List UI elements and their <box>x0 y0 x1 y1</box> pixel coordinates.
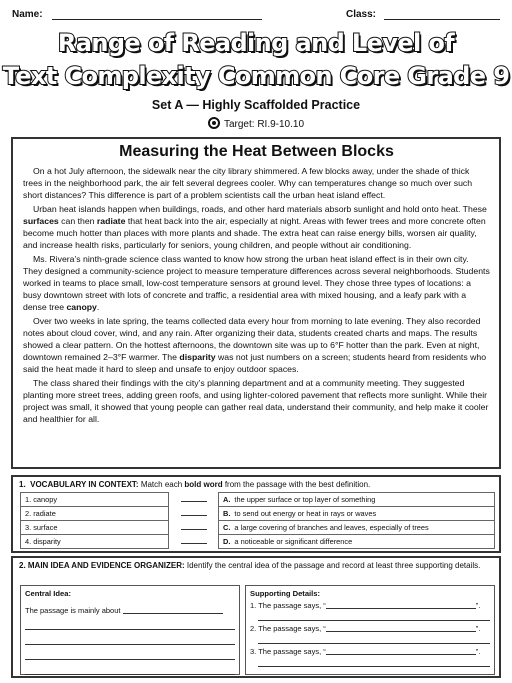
organizer-instruction: Identify the central idea of the passage and record at least three supporting details. <box>184 561 481 570</box>
vocab-word: 2. radiate <box>21 507 169 521</box>
detail-answer-line[interactable] <box>326 608 476 609</box>
vocab-title: VOCABULARY IN CONTEXT: <box>30 480 139 489</box>
answer-line[interactable] <box>25 648 235 660</box>
central-idea-box <box>20 585 240 675</box>
vocab-word: 3. surface <box>21 521 169 535</box>
target-standard <box>0 117 512 130</box>
answer-line[interactable] <box>25 633 235 645</box>
name-label: Name: <box>12 9 43 20</box>
organizer-heading <box>19 561 493 571</box>
subtitle: Set A — Highly Scaffolded Practice <box>151 98 361 112</box>
vocab-row <box>21 521 495 535</box>
worksheet-title-line-2: Text Complexity Common Core Grade 9 <box>2 62 510 90</box>
detail-extra-line[interactable] <box>258 610 490 621</box>
vocab-term: canopy <box>66 302 97 312</box>
vocab-row <box>21 507 495 521</box>
vocab-number: 1. <box>19 480 26 489</box>
vocab-instr-bold: bold word <box>184 480 223 489</box>
central-idea-answer-line[interactable] <box>123 613 223 614</box>
worksheet-title-line-1: Range of Reading and Level of <box>57 29 455 57</box>
vocab-definition: D. a noticeable or significant difference <box>219 535 495 549</box>
passage-paragraph: Over two weeks in late spring, the teams collected data every hour from morning to late evening. They also recorded notes about cloud cover, wind, and any rain. After organizing their data, students created charts and maps. The results showed a clear pattern. On the hottest afternoons, the downtown site was up to 6°F hotter than the park. Even at night, downtown remained 2–3°F warmer. The disparity was not just numbers on a screen; students heard from residents who said the heat made it hard to sleep and unsafe to enjoy outdoor spaces. <box>23 316 487 374</box>
class-field-line[interactable] <box>384 19 500 20</box>
name-field-line[interactable] <box>52 19 262 20</box>
central-idea-prompt: The passage is mainly about <box>25 606 121 615</box>
vocab-word: 1. canopy <box>21 493 169 507</box>
passage-paragraph: Ms. Rivera’s ninth-grade science class wanted to know how strong the urban heat island effect is in their own city. They designed a community-science project to measure temperature differences across several neighborhoods. Students worked in teams to place small, low-cost temperature sensors at ground level. They chose three types of locations: a busy downtown street with lots of concrete and traffic, a residential area with mixed housing, and a leafy park with a dense tree canopy. <box>23 254 490 312</box>
organizer-title: 2. MAIN IDEA AND EVIDENCE ORGANIZER: <box>19 561 185 570</box>
vocab-word: 4. disparity <box>21 535 169 549</box>
supporting-detail-item <box>250 647 490 667</box>
vocab-term: surfaces <box>23 216 59 226</box>
supporting-details-title: Supporting Details: <box>250 589 321 598</box>
answer-line[interactable] <box>25 663 235 675</box>
vocabulary-section <box>11 475 501 553</box>
vocabulary-heading <box>19 480 493 489</box>
detail-answer-line[interactable] <box>326 654 476 655</box>
vocab-term: radiate <box>96 216 126 226</box>
vocab-answer-blank[interactable] <box>169 521 219 535</box>
vocab-row <box>21 493 495 507</box>
detail-extra-line[interactable] <box>258 656 490 667</box>
header-row <box>12 7 500 23</box>
detail-answer-line[interactable] <box>326 631 476 632</box>
vocab-definition: B. to send out energy or heat in rays or waves <box>219 507 495 521</box>
vocab-instr-pre: Match each <box>140 480 185 489</box>
passage-paragraph: The class shared their findings with the city’s planning department and at a community meeting. They suggested planting more street trees, adding green roofs, and using lighter-colored pavement that reflects more sunlight. While their project was small, it showed that young people can gather real data, understand their community, and help make it cooler and healthier for all. <box>23 378 489 424</box>
passage-paragraph: Urban heat islands happen when buildings, roads, and other hard materials absorb sunlight and hold onto heat. These surfaces can then radiate that heat back into the air, especially at night. Areas with fewer trees and more concrete often become much hotter than places with more plants and shade. The extra heat can raise energy bills, worsen air quality, and increase health risks, particularly for seniors, young children, and people without air conditioning. <box>23 204 487 250</box>
target-text: Target: RI.9-10.10 <box>223 119 305 130</box>
supporting-detail-item <box>250 601 490 621</box>
vocab-definition: C. a large covering of branches and leaves, especially of trees <box>219 521 495 535</box>
supporting-detail-prompt: 2. The passage says, “ ”. <box>250 624 481 633</box>
vocab-answer-blank[interactable] <box>169 535 219 549</box>
vocab-instr-post: from the passage with the best definition. <box>222 480 371 489</box>
vocab-answer-blank[interactable] <box>169 493 219 507</box>
supporting-detail-item <box>250 624 490 644</box>
central-idea-prompt-row <box>25 606 235 615</box>
passage-heading: Measuring the Heat Between Blocks <box>119 143 394 160</box>
vocab-term: disparity <box>179 352 216 362</box>
supporting-detail-prompt: 1. The passage says, “ ”. <box>250 601 481 610</box>
supporting-details-box <box>245 585 495 675</box>
vocab-definition: A. the upper surface or top layer of something <box>219 493 495 507</box>
organizer-section <box>11 556 501 678</box>
vocab-answer-blank[interactable] <box>169 507 219 521</box>
central-idea-title: Central Idea: <box>25 589 71 598</box>
reading-passage <box>11 137 501 469</box>
vocab-row <box>21 535 495 549</box>
supporting-detail-prompt: 3. The passage says, “ ”. <box>250 647 481 656</box>
vocabulary-table <box>20 492 495 549</box>
passage-body <box>23 165 490 425</box>
class-label: Class: <box>346 9 377 20</box>
detail-extra-line[interactable] <box>258 633 490 644</box>
passage-paragraph: On a hot July afternoon, the sidewalk near the city library shimmered. A few blocks away, under the shade of thick trees in the neighborhood park, the air felt several degrees cooler. Why can temperatures change so much over such short distances? This difference is part of a problem scientists call the urban heat island effect. <box>23 166 473 200</box>
target-icon <box>208 117 220 129</box>
answer-line[interactable] <box>25 618 235 630</box>
